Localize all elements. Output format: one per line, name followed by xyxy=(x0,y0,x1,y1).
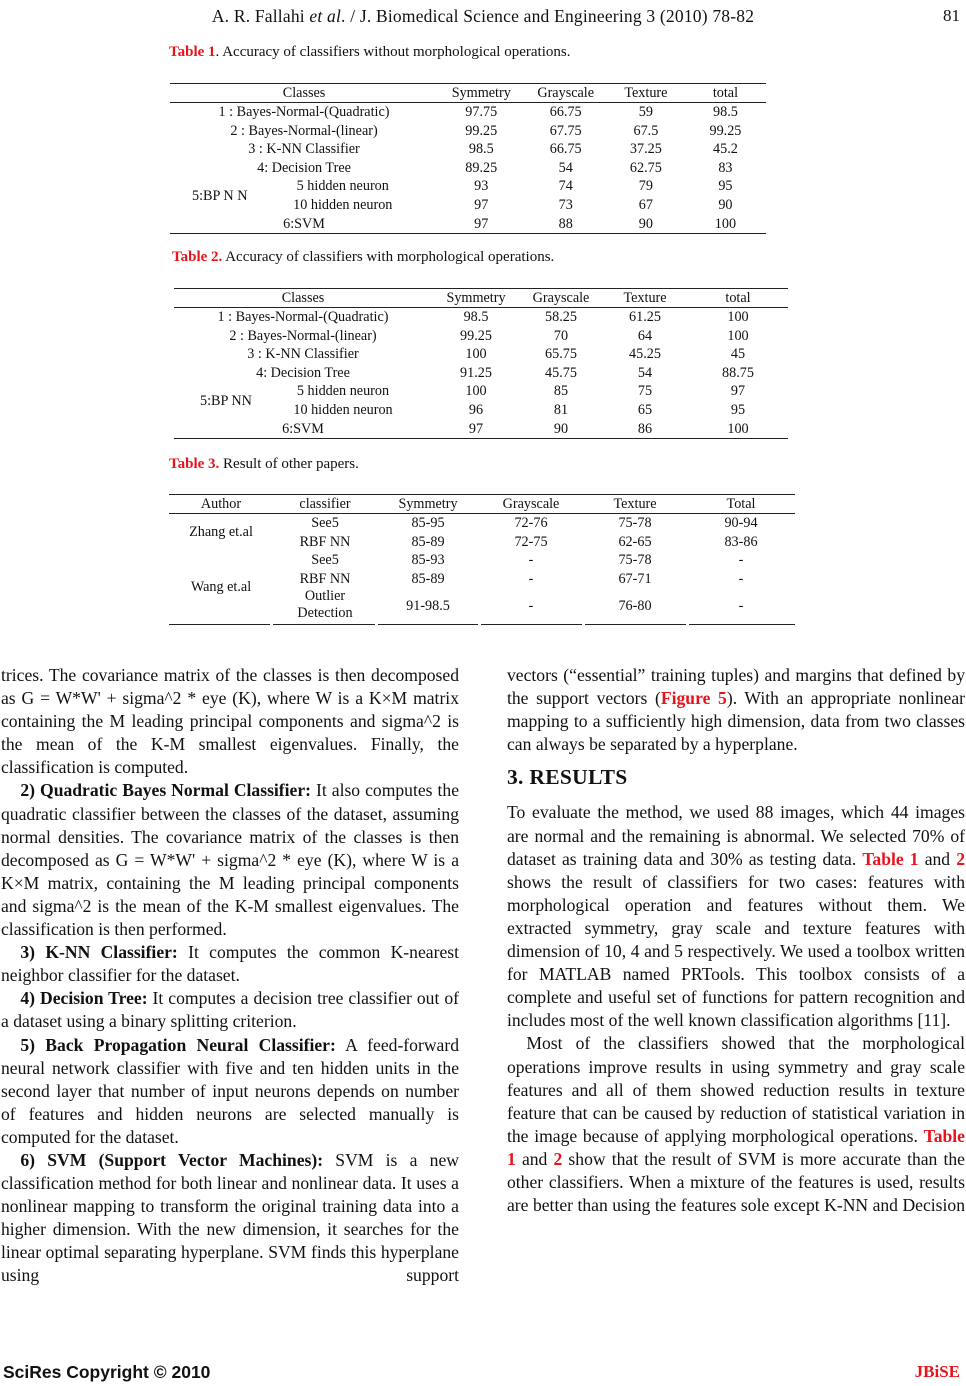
table3-cell: 85-89 xyxy=(411,533,445,550)
table2-cell: 54 xyxy=(637,364,653,381)
table2-class-cell: 2 : Bayes-Normal-(linear) xyxy=(229,327,377,344)
paragraph xyxy=(507,801,965,1032)
table2-cell: 97 xyxy=(730,383,746,400)
table-row xyxy=(174,401,788,420)
table-row xyxy=(170,215,766,234)
paragraph-body: SVM is a new classification method for both linear and nonlinear data. It uses a nonlinear mapping to transform the original training data into a higher dimension. With the new dimension, it searches for the linear optimal separating hyperplane. SVM finds this hyperplane using support xyxy=(1,1149,459,1286)
table3-classifier-line2: Detection xyxy=(297,605,353,622)
table-link[interactable]: Table 1 xyxy=(507,1125,965,1169)
table1-cell: 89.25 xyxy=(465,159,498,176)
table2-col-header: total xyxy=(688,289,788,308)
table1-cell: 66.75 xyxy=(549,141,582,158)
table2-cell: 100 xyxy=(727,309,749,325)
table3-col-header: Texture xyxy=(583,495,687,514)
table1-cell: 90 xyxy=(607,215,685,234)
table2-header-row xyxy=(174,289,788,308)
table3-cell: - xyxy=(738,552,744,569)
table2-cell: 45 xyxy=(730,346,746,363)
paragraph-text: To evaluate the method, we used 88 images, which 44 images are normal and the remaining is abnormal. We selected 70% of dataset as training data and 30% as testing data. xyxy=(507,802,965,869)
table1-cell: 67.5 xyxy=(633,122,659,139)
table2-cell: 65.75 xyxy=(545,346,577,363)
right-column xyxy=(507,664,965,1217)
table3-author-cell: Wang et.al xyxy=(190,578,252,595)
table-row xyxy=(170,159,766,178)
table1 xyxy=(170,83,766,234)
table3-classifier-cell: See5 xyxy=(311,552,339,569)
table3-cell: - xyxy=(738,570,744,587)
table1-class-cell: 6:SVM xyxy=(170,215,438,234)
table3-classifier-line1: Outlier xyxy=(304,588,346,605)
table2-class-cell: 10 hidden neuron xyxy=(293,401,393,418)
table1-cell: 66.75 xyxy=(549,104,582,120)
table2-class-cell: 5 hidden neuron xyxy=(296,383,390,400)
table1-cell: 88 xyxy=(524,215,606,234)
section-heading: 3. RESULTS xyxy=(507,765,628,790)
table-row xyxy=(169,514,795,533)
table1-cell: 79 xyxy=(638,178,653,195)
table1-cell: 97.75 xyxy=(465,104,498,120)
table-row xyxy=(174,382,788,401)
table3 xyxy=(169,494,795,623)
table-row xyxy=(174,420,788,439)
table2-col-header: Texture xyxy=(602,289,688,308)
table3-bottom-rule xyxy=(689,624,795,625)
table2-class-cell: 3 : K-NN Classifier xyxy=(247,346,359,363)
table1-cell: 99.25 xyxy=(465,122,498,139)
table1-cell: 62.75 xyxy=(629,159,662,176)
table2-cell: 64 xyxy=(637,327,653,344)
table2-cell: 70 xyxy=(553,327,569,344)
figure-link[interactable]: Figure 5 xyxy=(660,688,727,709)
table3-col-header: Author xyxy=(169,495,273,514)
table1-class-cell: 2 : Bayes-Normal-(linear) xyxy=(230,122,378,139)
table3-classifier-cell: See5 xyxy=(311,515,339,531)
table2-cell: 100 xyxy=(465,346,487,363)
table1-cell: 97 xyxy=(438,215,524,234)
paragraph-title: 6) SVM (Support Vector Machines): xyxy=(20,1149,324,1170)
table2-cell: 100 xyxy=(688,420,788,439)
table2-cell: 98.5 xyxy=(463,309,489,325)
table3-classifier-cell: RBF NN xyxy=(299,533,351,550)
table3-col-header: Total xyxy=(687,495,795,514)
table-row xyxy=(170,177,766,196)
table3-cell: - xyxy=(528,597,534,614)
table3-cell: 75-78 xyxy=(618,552,652,569)
table3-bottom-rule xyxy=(273,624,375,625)
page-number: 81 xyxy=(943,6,960,25)
table1-cell: 98.5 xyxy=(468,141,494,158)
table1-cell: 98.5 xyxy=(713,104,738,120)
table-link[interactable]: 2 xyxy=(553,1148,563,1169)
table2-cell: 58.25 xyxy=(545,309,577,325)
table3-cell: 72-76 xyxy=(514,515,548,531)
table1-cell: 97 xyxy=(474,196,489,213)
table3-caption xyxy=(169,456,359,473)
table1-col-header: Texture xyxy=(607,84,685,103)
table3-cell: - xyxy=(528,552,534,569)
table1-class-cell: 5 hidden neuron xyxy=(296,178,389,195)
paragraph-body: A feed-forward neural network classifier with five and ten hidden units in the second layer that number of input neurons depends on number of features and hidden neurons are selected manually is computed for the dataset. xyxy=(1,1034,459,1147)
paragraph-text: and xyxy=(515,1148,554,1169)
table1-caption-text: . Accuracy of classifiers without morphological operations. xyxy=(215,44,571,60)
paragraph: trices. The covariance matrix of the classes is then decomposed as G = W*W' + sigma^2 * eye (K), where W is a K×M matrix containing the M leading principal components and sigma^2 is the mean of the K-M smallest eigenvalues. Finally, the classification is computed. xyxy=(1,665,459,778)
paragraph-body: It computes a decision tree classifier out of a dataset using a binary splitting criterion. xyxy=(1,988,459,1032)
table2-cell: 91.25 xyxy=(460,364,492,381)
table1-caption xyxy=(169,44,570,61)
table1-class-cell: 1 : Bayes-Normal-(Quadratic) xyxy=(218,104,390,120)
table3-cell: 67-71 xyxy=(618,570,652,587)
header-journal: . / J. Biomedical Science and Engineering 3 (2010) 78-82 xyxy=(341,6,755,26)
table3-col-header: Symmetry xyxy=(377,495,479,514)
table2-col-header: Grayscale xyxy=(520,289,602,308)
table3-cell: 62-65 xyxy=(618,533,652,550)
table3-bottom-rule xyxy=(169,624,270,625)
table3-bottom-rule xyxy=(481,624,582,625)
table2-cell: 85 xyxy=(553,383,569,400)
table1-class-cell: 3 : K-NN Classifier xyxy=(248,141,360,158)
table1-label: Table 1 xyxy=(169,44,216,60)
paragraph xyxy=(1,1149,459,1288)
table2-cell: 90 xyxy=(520,420,602,439)
paragraph xyxy=(507,664,965,756)
paragraph xyxy=(1,779,459,941)
table3-label: Table 3. xyxy=(169,456,220,472)
table1-cell: 90 xyxy=(718,196,733,213)
table2-class-cell: 1 : Bayes-Normal-(Quadratic) xyxy=(217,309,389,325)
table-row xyxy=(174,327,788,346)
table-row xyxy=(170,122,766,141)
paragraph-text: show that the result of SVM is more accurate than the other classifiers. When a mixture of the features is used, results are better than using the features sole except K-NN and Decision xyxy=(507,1148,965,1216)
table-row xyxy=(170,140,766,159)
table3-bottom-rule xyxy=(378,624,478,625)
table2-caption-text: Accuracy of classifiers with morphological operations. xyxy=(222,249,555,265)
table1-cell: 73 xyxy=(558,196,573,213)
table2-group-cell: 5:BP NN xyxy=(200,392,252,409)
table3-cell: 85-95 xyxy=(411,515,445,531)
table2-cell: 96 xyxy=(468,401,484,418)
table1-cell: 45.2 xyxy=(713,141,738,158)
header-etal: et al xyxy=(309,6,342,26)
paragraph-title: 4) Decision Tree: xyxy=(20,988,148,1009)
table3-col-header: classifier xyxy=(273,495,377,514)
table1-cell: 59 xyxy=(638,104,653,120)
table3-bottom-rule xyxy=(585,624,686,625)
paragraph-title: 2) Quadratic Bayes Normal Classifier: xyxy=(20,780,312,801)
table-row xyxy=(170,103,766,122)
table2-cell: 75 xyxy=(637,383,653,400)
table-row xyxy=(174,364,788,383)
paragraph xyxy=(1,941,459,987)
paragraph-title: 3) K-NN Classifier: xyxy=(20,942,178,963)
table1-col-header: Classes xyxy=(170,84,438,103)
table1-cell: 95 xyxy=(718,178,733,195)
table1-cell: 67 xyxy=(638,196,653,213)
table2-cell: 61.25 xyxy=(629,309,661,325)
table3-cell: 72-75 xyxy=(514,533,548,550)
table3-cell: 85-89 xyxy=(411,570,445,587)
table1-cell: 74 xyxy=(558,178,573,195)
table2-class-cell: 6:SVM xyxy=(174,420,432,439)
table3-cell: 83-86 xyxy=(724,533,758,550)
table1-class-cell: 4: Decision Tree xyxy=(257,159,351,176)
table2-class-cell: 4: Decision Tree xyxy=(256,364,350,381)
table2-cell: 97 xyxy=(432,420,520,439)
table2-cell: 45.25 xyxy=(629,346,661,363)
table1-cell: 83 xyxy=(718,159,733,176)
table2-cell: 95 xyxy=(730,401,746,418)
table-row xyxy=(174,345,788,364)
table1-col-header: total xyxy=(685,84,766,103)
table1-class-cell: 10 hidden neuron xyxy=(293,196,393,213)
table2-cell: 100 xyxy=(727,327,749,344)
table1-cell: 67.75 xyxy=(549,122,582,139)
table3-caption-text: Result of other papers. xyxy=(219,456,359,472)
paragraph-title: 5) Back Propagation Neural Classifier: xyxy=(20,1034,336,1055)
table3-cell: 75-78 xyxy=(618,515,652,531)
table-row xyxy=(170,196,766,215)
table1-cell: 93 xyxy=(474,178,489,195)
running-header xyxy=(0,6,966,27)
table3-author-cell: Zhang et.al xyxy=(189,524,253,541)
table2-label: Table 2. xyxy=(172,249,223,265)
table3-cell: 85-93 xyxy=(411,552,445,569)
table-row xyxy=(174,308,788,327)
table2-cell: 65 xyxy=(637,401,653,418)
table1-cell: 37.25 xyxy=(629,141,662,158)
table1-group-cell: 5:BP N N xyxy=(192,187,248,204)
table3-cell: - xyxy=(528,570,534,587)
table3-header-row xyxy=(169,495,795,514)
table2-caption xyxy=(172,249,554,266)
table3-cell: - xyxy=(738,597,744,614)
paragraph xyxy=(1,987,459,1033)
paragraph-text: shows the result of classifiers for two cases: features with morphological operation and features without them. We extracted symmetry, gray scale and texture features with dimension of 10, 4 and 5 respectively. We used a toolbox written for MATLAB named PRTools. This toolbox consists of a complete and useful set of functions for pattern recognition and includes most of the well known classification algorithms [11]. xyxy=(507,871,965,1031)
table2-cell: 100 xyxy=(465,383,487,400)
table3-classifier-cell: RBF NN xyxy=(299,570,351,587)
table2-cell: 45.75 xyxy=(545,364,577,381)
paragraph xyxy=(507,1032,965,1217)
table-link[interactable]: 2 xyxy=(956,848,965,869)
table1-cell: 100 xyxy=(685,215,766,234)
table2-cell: 99.25 xyxy=(460,327,492,344)
paragraph xyxy=(1,1034,459,1149)
table3-col-header: Grayscale xyxy=(479,495,583,514)
table2-col-header: Classes xyxy=(174,289,432,308)
table3-classifier-cell xyxy=(273,588,377,623)
table1-cell: 99.25 xyxy=(709,122,742,139)
paragraph-text: and xyxy=(918,848,957,869)
table1-header-row xyxy=(170,84,766,103)
paragraph-text: Most of the classifiers showed that the morphological operations improve results in using symmetry and gray scale features and all of them showed reduction results in texture feature that can be caused by reduction of statistical variation in the image because of applying morphological operations. xyxy=(507,1033,965,1146)
paragraph-body: It computes the common K-nearest neighbor classifier for the dataset. xyxy=(1,942,459,986)
header-authors: A. R. Fallahi xyxy=(211,6,310,26)
table-row xyxy=(169,551,795,570)
table2 xyxy=(174,288,788,439)
table2-col-header: Symmetry xyxy=(432,289,520,308)
table3-cell: 91-98.5 xyxy=(406,597,450,614)
paragraph-body: It also computes the quadratic classifier between the classes of the dataset, assuming normal densities. The covariance matrix of the classes is then decomposed as G = W*W' + sigma^2 * eye (K), where W is a K×M matrix, containing the M leading principal components and sigma^2 is the mean of the K-M smallest eigenvalues. The classification is then performed. xyxy=(1,780,460,940)
table2-cell: 88.75 xyxy=(722,364,754,381)
table3-cell: 76-80 xyxy=(618,597,652,614)
table-link[interactable]: Table 1 xyxy=(862,848,919,869)
paragraph-text: vectors (“essential” training tuples) and margins that defined by the support vectors ( xyxy=(507,665,965,709)
table2-cell: 81 xyxy=(553,401,569,418)
table1-col-header: Grayscale xyxy=(524,84,606,103)
table2-cell: 86 xyxy=(602,420,688,439)
footer-copyright: SciRes Copyright © 2010 xyxy=(3,1362,211,1382)
paragraph-text: ). With an appropriate nonlinear mapping to a sufficiently high dimension, data from two classes can always be separated by a hyperplane. xyxy=(507,688,965,755)
table1-cell: 54 xyxy=(558,159,573,176)
footer-journal-abbr: JBiSE xyxy=(914,1362,960,1381)
left-column xyxy=(1,664,459,1288)
table3-cell: 90-94 xyxy=(724,515,758,531)
table1-col-header: Symmetry xyxy=(438,84,524,103)
